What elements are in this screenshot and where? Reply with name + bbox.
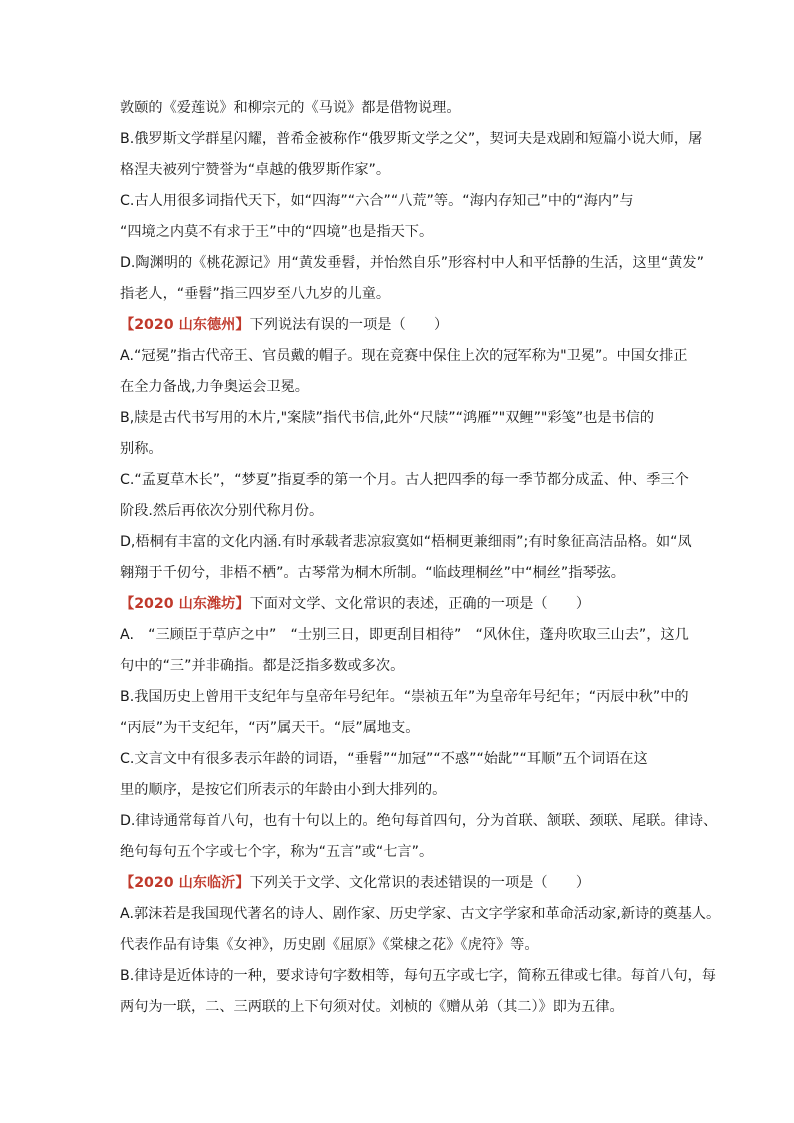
text-line: D,梧桐有丰富的文化内涵.有时承载者悲凉寂寞如“梧桐更兼细雨”;有时象征高洁品格。如“凤 (120, 534, 692, 550)
text-line: D.陶渊明的《桃花源记》用“黄发垂髫，并怡然自乐”形容村中人和平恬静的生活，这里“黄发” (120, 255, 704, 271)
text-line: A.“冠冕”指古代帝王、官员戴的帽子。现在竞赛中保住上次的冠军称为"卫冕”。中国女排正 (120, 348, 688, 364)
question-heading (120, 873, 720, 893)
text-line: 绝句每句五个字或七个字，称为“五言”或“七言”。 (120, 844, 434, 860)
text-line: B.俄罗斯文学群星闪耀，普希金被称作“俄罗斯文学之父”，契诃夫是戏剧和短篇小说大师，屠 (120, 131, 703, 147)
question-source-tag: 【2020 山东潍坊】 (120, 596, 250, 612)
text-line: “四境之内莫不有求于王”中的“四境”也是指天下。 (120, 224, 434, 240)
text-line: 格涅夫被列宁赞誉为“卓越的俄罗斯作家”。 (120, 162, 391, 178)
text-line: 指老人，“垂髫”指三四岁至八九岁的儿童。 (120, 286, 391, 302)
text-line: 在全力备战,力争奥运会卫冕。 (120, 379, 309, 395)
text-line: A.郭沫若是我国现代著名的诗人、剧作家、历史学家、古文字学家和革命活动家,新诗的奠基人。 (120, 906, 721, 922)
text-line: 阶段.然后再依次分别代称月份。 (120, 503, 324, 519)
text-line: 敦颐的《爱莲说》和柳宗元的《马说》都是借物说理。 (120, 100, 461, 116)
text-line: 句中的“三”并非确指。都是泛指多数或多次。 (120, 658, 405, 674)
text-line: B.我国历史上曾用干支纪年与皇帝年号纪年。“崇祯五年”为皇帝年号纪年；“丙辰中秋”中的 (120, 689, 689, 705)
text-line: 两句为一联，二、三两联的上下句须对仗。刘桢的《赠从弟（其二）》即为五律。 (120, 999, 624, 1015)
question-text: 下列说法有误的一项是（ ） (249, 317, 449, 333)
text-line: 代表作品有诗集《女神》，历史剧《屈原》《棠棣之花》《虎符》等。 (120, 937, 539, 953)
text-line: C.文言文中有很多表示年龄的词语，“垂髫”“加冠”“不惑”“始龀”“耳顺”五个词语在这 (120, 751, 648, 767)
question-source-tag: 【2020 山东临沂】 (120, 875, 250, 891)
text-line: “丙辰”为干支纪年，“丙”属天干。“辰”属地支。 (120, 720, 420, 736)
text-line: 翱翔于千仞兮，非梧不栖”。古琴常为桐木所制。“临歧理桐丝”中“桐丝”指琴弦。 (120, 565, 625, 581)
text-line: B.律诗是近体诗的一种，要求诗句字数相等，每句五字或七字，简称五律或七律。每首八句，每 (120, 968, 716, 984)
question-heading (120, 594, 720, 614)
text-line: 里的顺序，是按它们所表示的年龄由小到大排列的。 (120, 782, 447, 798)
text-line: B,牍是古代书写用的木片,"案牍”指代书信,此外“尺牍”“鸿雁”"双鲤”"彩笺”也是书信的 (120, 410, 655, 426)
text-line: D.律诗通常每首八句，也有十句以上的。绝句每首四句，分为首联、颔联、颈联、尾联。律诗、 (120, 813, 718, 829)
question-text: 下面对文学、文化常识的表述，正确的一项是（ ） (249, 596, 591, 612)
text-line: C.古人用很多词指代天下，如“四海”“六合”“八荒”等。“海内存知己”中的“海内”与 (120, 193, 634, 209)
question-source-tag: 【2020 山东德州】 (120, 317, 250, 333)
question-text: 下列关于文学、文化常识的表述错误的一项是（ ） (249, 875, 591, 891)
text-line: C.“孟夏草木长”，“梦夏”指夏季的第一个月。古人把四季的每一季节都分成孟、仲、季三个 (120, 472, 689, 488)
text-line: A. “三顾臣于草庐之中” “士别三日，即更刮目相待” “风休住，蓬舟吹取三山去”，这几 (120, 627, 689, 643)
question-heading (120, 315, 720, 335)
text-line: 别称。 (120, 441, 163, 457)
